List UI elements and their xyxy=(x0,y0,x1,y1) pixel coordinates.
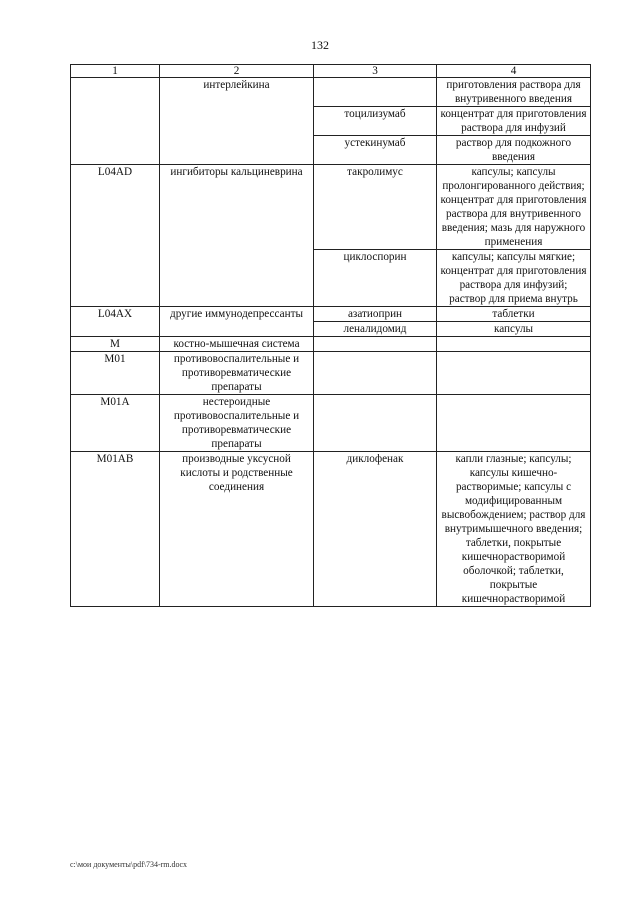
group-cell: другие иммунодепрессанты xyxy=(160,307,314,337)
form-cell: концентрат для приготовления раствора для инфузий xyxy=(437,107,591,136)
code-cell: L04AX xyxy=(71,307,160,337)
form-cell xyxy=(437,395,591,452)
code-cell: M xyxy=(71,337,160,352)
table-row xyxy=(71,165,591,250)
form-cell: капсулы xyxy=(437,322,591,337)
column-header: 2 xyxy=(160,65,314,78)
table-row xyxy=(71,352,591,395)
drug-cell: тоцилизумаб xyxy=(314,107,437,136)
form-cell: капсулы; капсулы мягкие; концентрат для приготовления раствора для инфузий; раствор для приема внутрь xyxy=(437,250,591,307)
drug-cell xyxy=(314,352,437,395)
column-header: 1 xyxy=(71,65,160,78)
drug-table xyxy=(70,64,591,607)
table-row xyxy=(71,78,591,107)
drug-cell: такролимус xyxy=(314,165,437,250)
code-cell: M01AB xyxy=(71,452,160,607)
drug-cell: леналидомид xyxy=(314,322,437,337)
column-header: 4 xyxy=(437,65,591,78)
group-cell: интерлейкина xyxy=(160,78,314,165)
group-cell: противовоспалительные и противоревматические препараты xyxy=(160,352,314,395)
drug-cell: диклофенак xyxy=(314,452,437,607)
drug-cell xyxy=(314,395,437,452)
group-cell: нестероидные противовоспалительные и противоревматические препараты xyxy=(160,395,314,452)
code-cell: L04AD xyxy=(71,165,160,307)
form-cell xyxy=(437,352,591,395)
form-cell: таблетки xyxy=(437,307,591,322)
drug-cell: азатиоприн xyxy=(314,307,437,322)
group-cell: костно-мышечная система xyxy=(160,337,314,352)
table-row xyxy=(71,337,591,352)
page-number: 132 xyxy=(311,38,329,52)
form-cell xyxy=(437,337,591,352)
drug-cell xyxy=(314,337,437,352)
drug-cell: устекинумаб xyxy=(314,136,437,165)
drug-cell xyxy=(314,78,437,107)
footer-file-path: c:\мои документы\pdf\734-rm.docx xyxy=(70,860,188,869)
form-cell: капли глазные; капсулы; капсулы кишечно-растворимые; капсулы с модифицированным высвобождением; раствор для внутримышечного введения; таблетки, покрытые кишечнорастворимой оболочкой; таблетки, покрытые кишечнорастворимой xyxy=(437,452,591,607)
column-header: 3 xyxy=(314,65,437,78)
form-cell: приготовления раствора для внутривенного введения xyxy=(437,78,591,107)
form-cell: раствор для подкожного введения xyxy=(437,136,591,165)
table-header-row xyxy=(71,65,591,78)
table-row xyxy=(71,395,591,452)
group-cell: ингибиторы кальциневрина xyxy=(160,165,314,307)
group-cell: производные уксусной кислоты и родственные соединения xyxy=(160,452,314,607)
table-row xyxy=(71,307,591,322)
form-cell: капсулы; капсулы пролонгированного действия; концентрат для приготовления раствора для внутривенного введения; мазь для наружного применения xyxy=(437,165,591,250)
drug-cell: циклоспорин xyxy=(314,250,437,307)
code-cell: M01 xyxy=(71,352,160,395)
code-cell xyxy=(71,78,160,165)
table-row xyxy=(71,452,591,607)
code-cell: M01A xyxy=(71,395,160,452)
